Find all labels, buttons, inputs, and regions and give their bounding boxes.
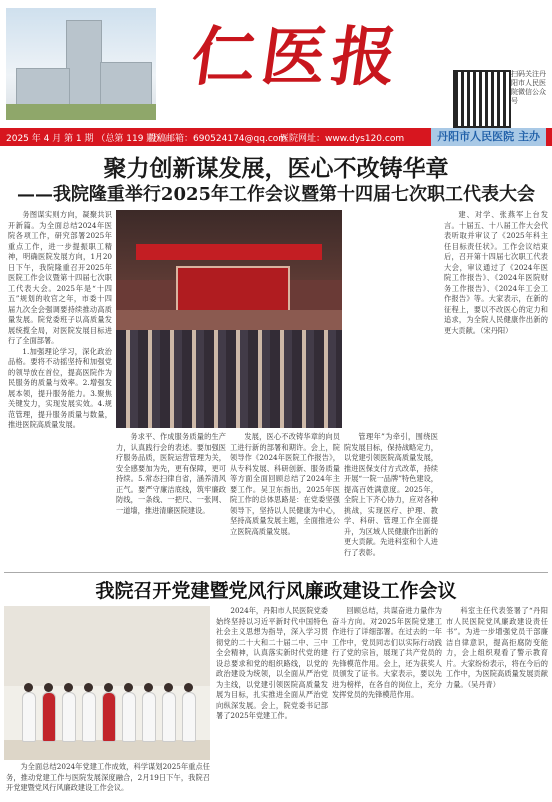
qr-code-icon [453, 70, 511, 128]
host-label: 丹阳市人民医院 主办 [431, 128, 546, 146]
article2-col1-text: 为全面总结2024年党建工作成效，科学谋划2025年重点任务，推动党建工作与医院发展深度融合，2月19日下午，我院召开党建暨党风行风廉政建设工作会议。 [6, 762, 210, 792]
group-photo [4, 606, 210, 760]
paper-title: 仁医报 [186, 20, 408, 95]
article2-col2-text: 2024年，丹阳市人民医院党委始终坚持以习近平新时代中国特色社会主义思想为指导，深入学习贯彻党的二十大和二十届二中、三中全会精神，认真落实新时代党的建设总要求和党的组织路线，以党的政治建设为统领，以全面从严治党为主线，以党建引领医院高质量发展为目标，扎实推进全面从严治党向纵深发展。会上，院党委书记部署了2025年党建工作。 [216, 606, 328, 720]
article1-col2-text: 务求平、作成服务质量的生产力，认真践行会的表述。要加强医疗服务品质，医院运营管理为关，安全感要加为先，更有保障，更可持续。5.常态扫律自省，涵养清风正气。要严守廉洁底线，筑牢廉政防线，一条线、一把尺、一张网、一道墙，推进清廉医院建设。 [116, 432, 226, 515]
article2-column-4 [446, 606, 548, 800]
issue-info-bar [0, 128, 552, 146]
article2-column-2 [216, 606, 328, 800]
submission-email: 投稿邮箱：690524174@qq.com [148, 134, 288, 144]
website-address: 医院网址：www.dys120.com [280, 134, 405, 144]
article1-col3-text: 发展，医心不改铸华章的向员工进行新的部署和期许。会上，院领导作《2024年医院工作报告》，从专科发展、科研创新、服务质量等方面全面回顾总结了2024年主要工作。吴卫东指出，2025年医院工作的总体思路是：在党委坚强领导下，坚持以人民健康为中心，坚持高质量发展主题，全面推进公立医院高质量发展。 [230, 432, 340, 536]
article1-col1-text: 务图谋实则方向，凝聚共识开新篇。为全面总结2024年医院各项工作，研究部署2025年重点工作，进一步提振职工精神，明确医院发展方向，1月20日下午，我院隆重召开2025年医院工作会议暨第十四届七次职工代表大会。2025年是“十四五”规划的收官之年，市委十四届九次全会强调要持续推动高质量发展。院党委班子以高质量发展统揽全局，对医院发展目标进行了全面部署。 [8, 210, 112, 345]
article2-column-1 [6, 762, 210, 800]
article1-col1b-text: 1.加强理论学习，深化政治品格。要将不动摇坚持和加强党的领导放在首位，提高医院作为民服务的质量与效率。2.增强发展本领，提升服务能力。3.聚焦关键发力，实现发展实效。4.规范管理，提升服务质量与数量，推进医院高质量发展。 [8, 346, 112, 429]
article1-column-5 [444, 210, 548, 570]
masthead [0, 0, 552, 128]
qr-caption: 扫码关注丹阳市人民医院微信公众号 [511, 70, 546, 105]
section-divider [4, 572, 548, 573]
article2-headline: 我院召开党建暨党风行风廉政建设工作会议 [95, 580, 457, 602]
hospital-building-photo [6, 8, 156, 120]
article2-column-3 [332, 606, 442, 800]
article1-col4-text: 管理年”为牵引，围绕医院发展目标，保持战略定力，以党建引领医院高质量发展，推进医保支付方式改革，持续开展“一院一品牌”特色建设，提高百姓满意度。2025年，全院上下齐心协力，应对各种挑战，实现医疗、护理、教学、科研、管理工作全面提升，为区域人民健康作出新的更大贡献。先进科室和个人进行了表彰。 [344, 432, 438, 557]
article1-headline: 聚力创新谋发展，医心不改铸华章 [103, 155, 449, 182]
article1-column-2 [116, 432, 226, 572]
article1-column-1 [8, 210, 112, 570]
article1-column-3 [230, 432, 340, 572]
article1-col5-text: 建、对学、张燕军上台发言。十届五、十八届工作大会代表听取并审议了《2025年科主任目标责任状》。工作会议结束后，召开第十四届七次职工代表大会，审议通过了《2024年医院工作报告》、《2024年医院财务工作报告》、《2024年工会工作报告》等。大家表示，在新的征程上，要以不改医心的定力和追求，为全院人民健康作出新的更大贡献。（宋丹阳） [444, 210, 548, 335]
article2-col3-text: 回顾总结，共谋奋进力量作为奋斗方向。对2025年医院党建工作进行了详细部署。在过去的一年工作中，党员同志们以实际行动践行了党的宗旨，展现了共产党员的先锋模范作用。会上，还为获奖人员颁发了证书。大家表示，要以先进为榜样，在各自的岗位上，充分发挥党员的先锋模范作用。 [332, 606, 442, 699]
article1-subheadline: ——我院隆重举行2025年工作会议暨第十四届七次职工代表大会 [16, 184, 536, 205]
article1-column-4 [344, 432, 438, 572]
conference-photo [116, 210, 342, 428]
issue-date: 2025 年 4 月 第 1 期 （总第 119 期） [6, 134, 165, 144]
article2-col4-text: 科室主任代表签署了“丹阳市人民医院党风廉政建设责任书”。为进一步增强党员干部廉洁自律意识，提高拒腐防变能力，会上组织观看了警示教育片。大家纷纷表示，将在今后的工作中，为医院高质量发展贡献力量。（吴丹青） [446, 606, 548, 689]
